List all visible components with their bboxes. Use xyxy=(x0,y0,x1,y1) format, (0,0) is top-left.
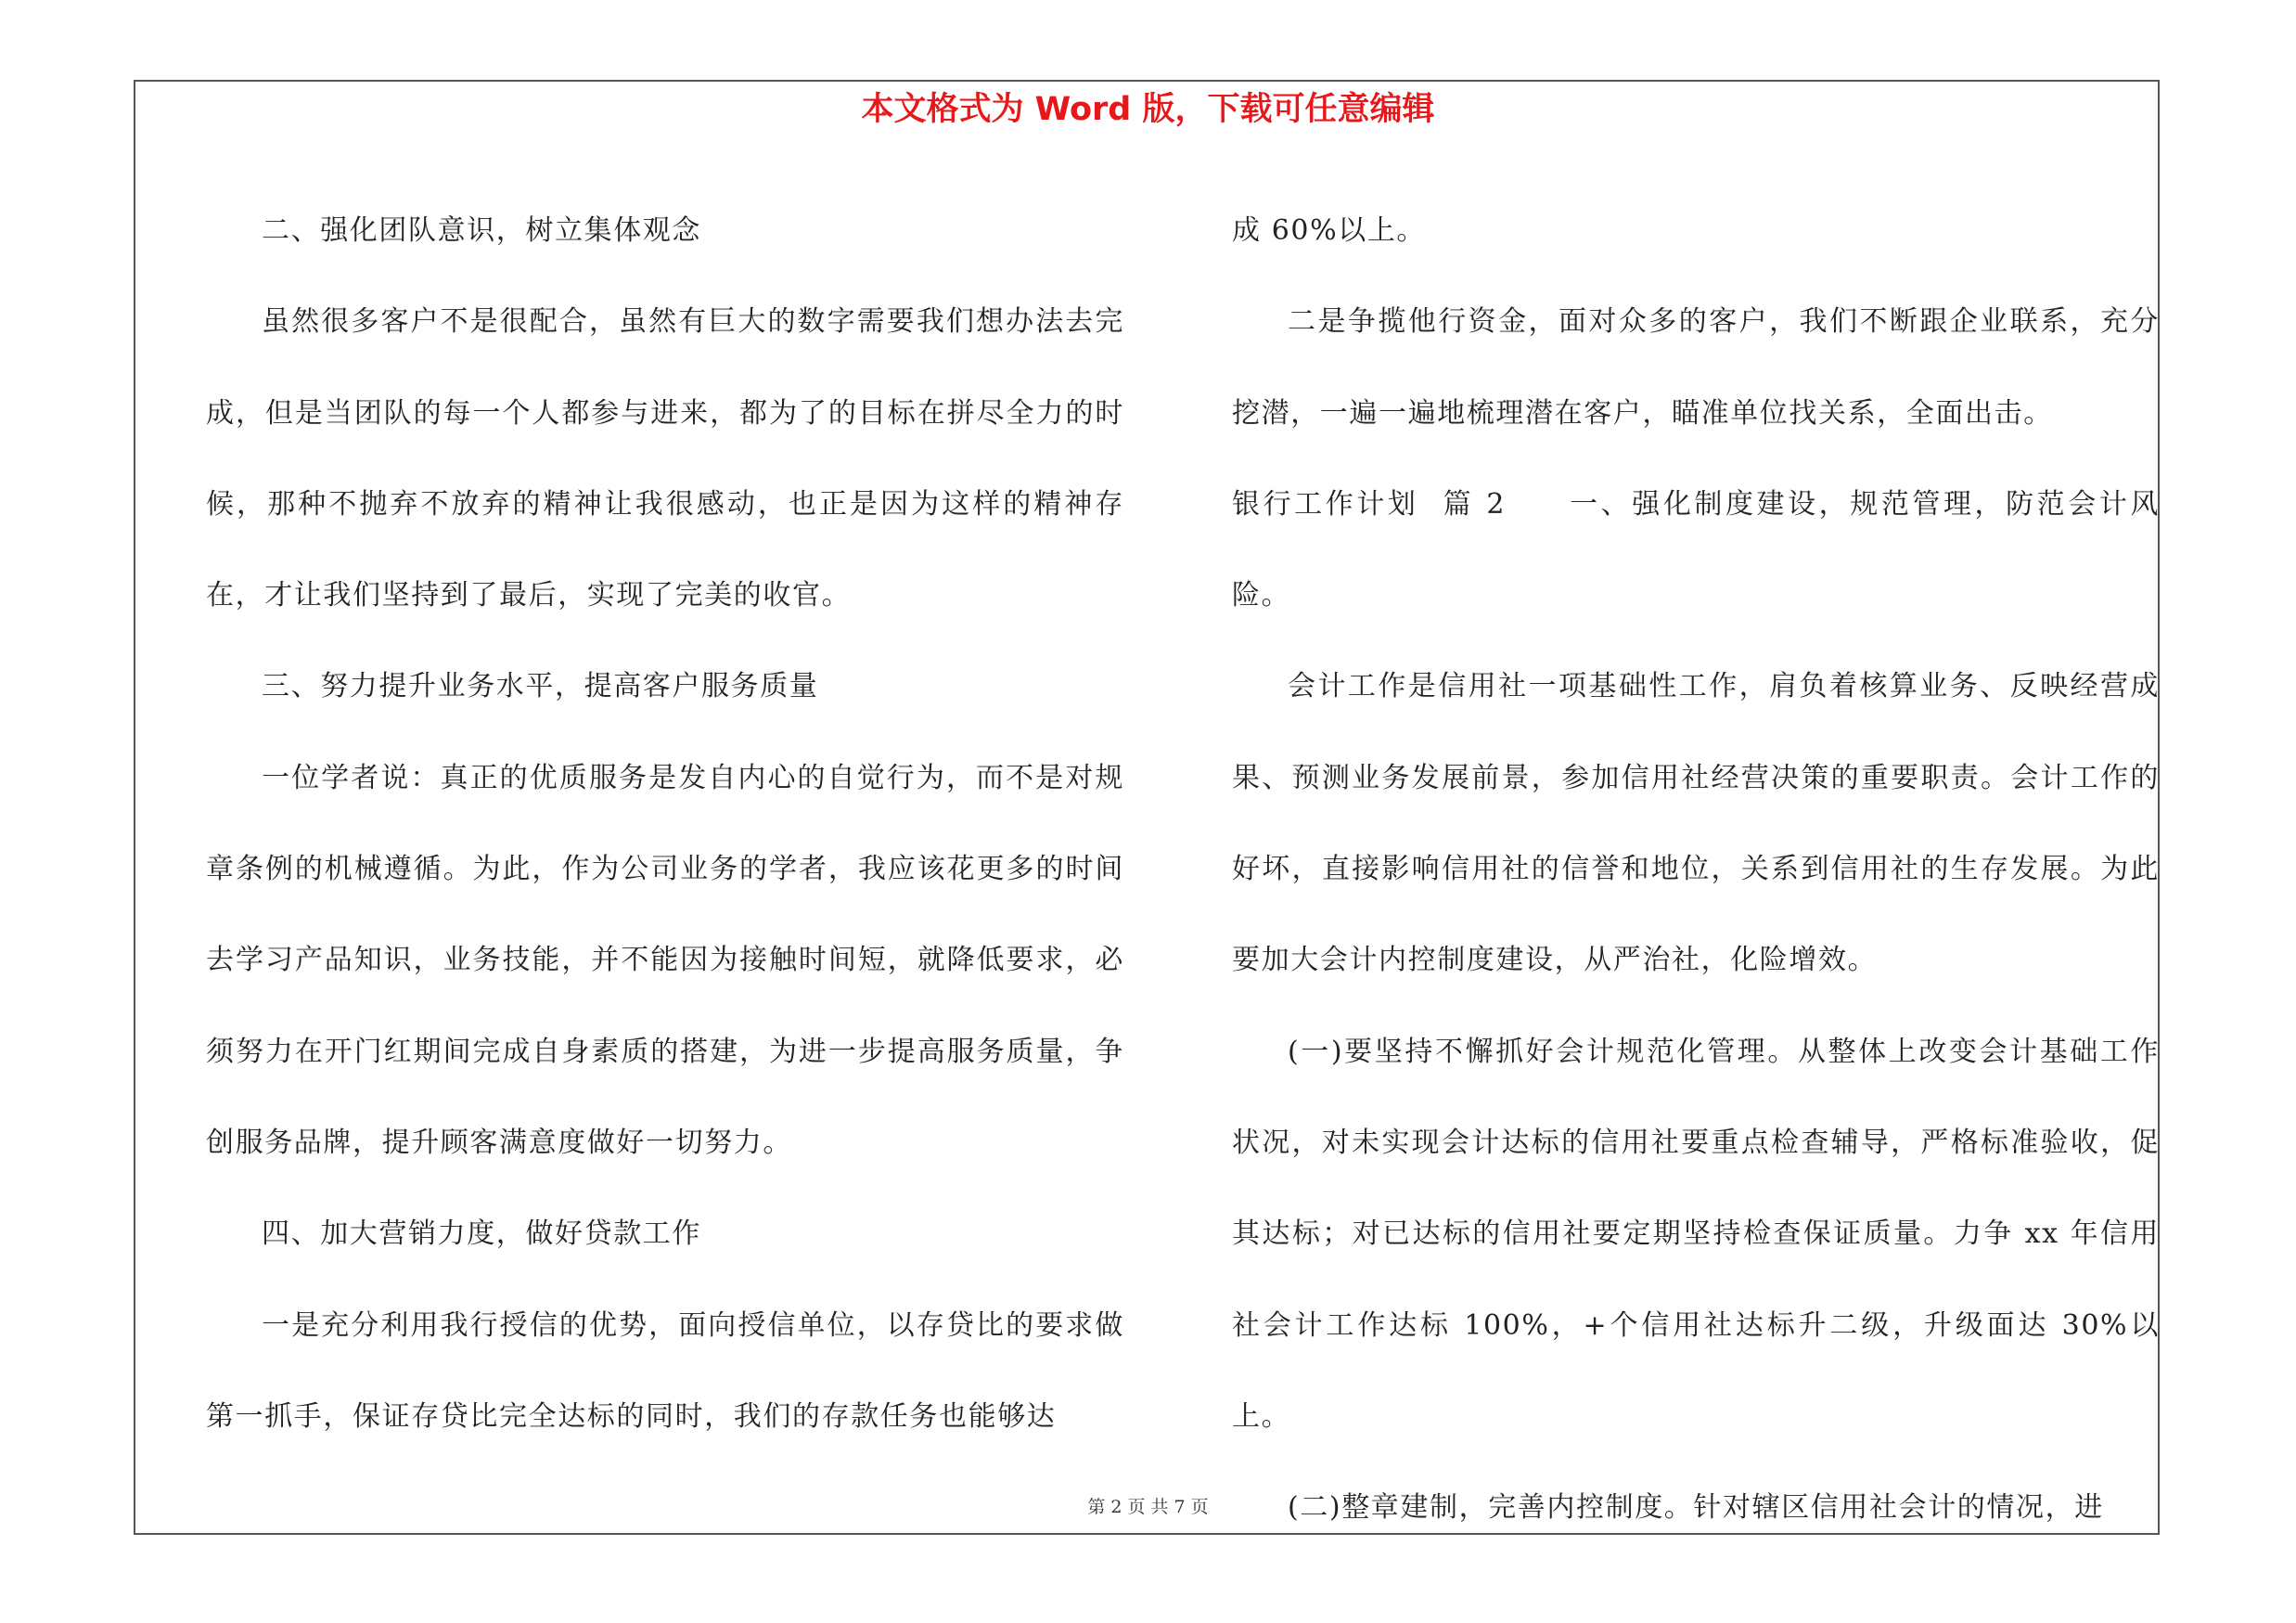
paragraph-credit-advantage: 一是充分利用我行授信的优势，面向授信单位，以存贷比的要求做第一抓手，保证存贷比完全达标的同时，我们的存款任务也能够达 xyxy=(206,1308,1124,1433)
section-heading-service: 三、努力提升业务水平，提高客户服务质量 xyxy=(262,670,819,703)
format-notice-banner: 本文格式为 Word 版，下载可任意编辑 xyxy=(861,91,1435,128)
paragraph-accounting-standards: (一)要坚持不懈抓好会计规范化管理。从整体上改变会计基础工作状况，对未实现会计达标的信用社要重点检查辅导，严格标准验收，促其达标；对已达标的信用社要定期坚持检查保证质量。力争 xx 年信用社会计工作达标 100%，+个信用社达标升二级，升级面达 30%以上。 xyxy=(1232,1035,2160,1433)
section-heading-team: 二、强化团队意识，树立集体观念 xyxy=(262,214,701,247)
left-text-column xyxy=(206,186,1124,1462)
page-number: 第 2 页 共 7 页 xyxy=(1087,1497,1209,1517)
paragraph-team-spirit: 虽然很多客户不是很配合，虽然有巨大的数字需要我们想办法去完成，但是当团队的每一个人都参与进来，都为了的目标在拼尽全力的时候，那种不抛弃不放弃的精神让我很感动，也正是因为这样的精神存在，才让我们坚持到了最后，实现了完美的收官。 xyxy=(206,305,1124,612)
paragraph-other-bank-funds: 二是争揽他行资金，面对众多的客户，我们不断跟企业联系，充分挖潜，一遍一遍地梳理潜在客户，瞄准单位找关系，全面出击。 xyxy=(1232,305,2160,430)
paragraph-continuation: 成 60%以上。 xyxy=(1232,214,1427,247)
section-heading-plan-2: 银行工作计划 篇 2 一、强化制度建设，规范管理，防范会计风险。 xyxy=(1232,487,2160,612)
section-heading-marketing: 四、加大营销力度，做好贷款工作 xyxy=(262,1217,701,1251)
paragraph-accounting-work: 会计工作是信用社一项基础性工作，肩负着核算业务、反映经营成果、预测业务发展前景，参加信用社经营决策的重要职责。会计工作的好坏，直接影响信用社的信誉和地位，关系到信用社的生存发展。为此要加大会计内控制度建设，从严治社，化险增效。 xyxy=(1232,670,2160,977)
right-text-column xyxy=(1232,186,2160,1553)
paragraph-service-quality: 一位学者说：真正的优质服务是发自内心的自觉行为，而不是对规章条例的机械遵循。为此，作为公司业务的学者，我应该花更多的时间去学习产品知识，业务技能，并不能因为接触时间短，就降低要求，必须努力在开门红期间完成自身素质的搭建，为进一步提高服务质量，争创服务品牌，提升顾客满意度做好一切努力。 xyxy=(206,761,1124,1159)
paragraph-internal-control: (二)整章建制，完善内控制度。针对辖区信用社会计的情况，进 xyxy=(1288,1491,2104,1525)
